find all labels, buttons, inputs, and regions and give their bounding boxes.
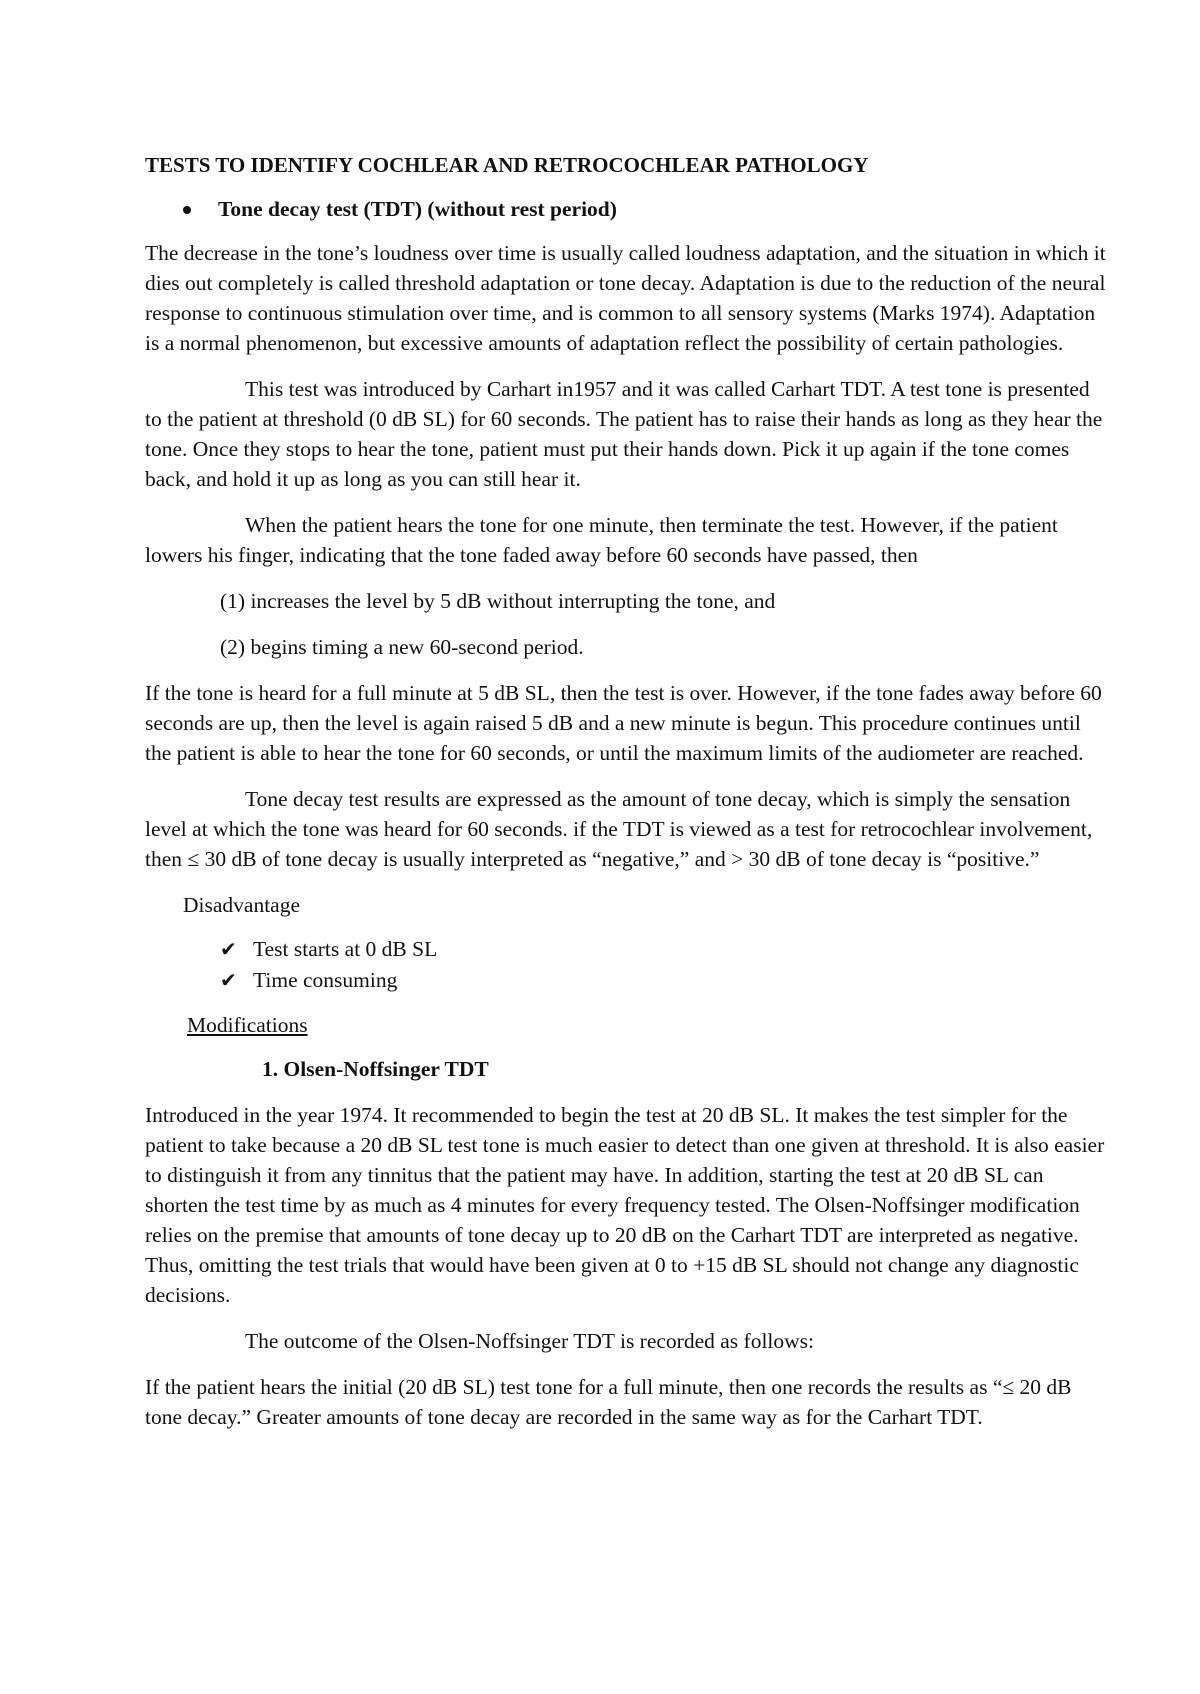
paragraph-olsen-noffsinger: Introduced in the year 1974. It recommended to begin the test at 20 dB SL. It makes the test simpler for the patient to take because a 20 dB SL test tone is much easier to detect than one given at threshold. It is also easier to distinguish it from any tinnitus that the patient may have. In addition, starting the test at 20 dB SL can shorten the test time by as much as 4 minutes for every frequency tested. The Olsen-Noffsinger modification relies on the premise that amounts of tone decay up to 20 dB on the Carhart TDT are interpreted as negative. Thus, omitting the test trials that would have been given at 0 to +15 dB SL should not change any diagnostic decisions. [145, 1103, 1105, 1307]
procedure-step-2: (2) begins timing a new 60-second period. [220, 635, 584, 659]
list-item-text: Test starts at 0 dB SL [253, 937, 438, 961]
paragraph-results: Tone decay test results are expressed as the amount of tone decay, which is simply the sensation level at which the tone was heard for 60 seconds. if the TDT is viewed as a test for retrocochlear involvement, then ≤ 30 dB of tone decay is usually interpreted as “negative,” and > 30 dB of tone decay is “positive.” [145, 787, 1093, 871]
list-item-text: Time consuming [253, 968, 398, 992]
procedure-step-1: (1) increases the level by 5 dB without interrupting the tone, and [220, 589, 776, 613]
olsen-noffsinger-heading: 1. Olsen-Noffsinger TDT [262, 1057, 489, 1081]
section-heading-tone-decay [145, 194, 1110, 224]
paragraph-continuation: If the tone is heard for a full minute at 5 dB SL, then the test is over. However, if the tone fades away before 60 seconds are up, then the level is again raised 5 dB and a new minute is begun. This procedure continues until the patient is able to hear the tone for 60 seconds, or until the maximum limits of the audiometer are reached. [145, 681, 1102, 765]
paragraph-adaptation: The decrease in the tone’s loudness over time is usually called loudness adaptation, and the situation in which it dies out completely is called threshold adaptation or tone decay. Adaptation is due to the reduction of the neural response to continuous stimulation over time, and is common to all sensory systems (Marks 1974). Adaptation is a normal phenomenon, but excessive amounts of adaptation reflect the possibility of certain pathologies. [145, 241, 1106, 355]
list-item [220, 934, 1110, 965]
paragraph-carhart-intro: This test was introduced by Carhart in1957 and it was called Carhart TDT. A test tone is presented to the patient at threshold (0 dB SL) for 60 seconds. The patient has to raise their hands as long as they hear the tone. Once they stops to hear the tone, patient must put their hands down. Pick it up again if the tone comes back, and hold it up as long as you can still hear it. [145, 377, 1103, 491]
paragraph-outcome: The outcome of the Olsen-Noffsinger TDT is recorded as follows: [245, 1329, 815, 1353]
list-item [220, 965, 1110, 996]
checkmark-icon: ✔ [220, 937, 237, 961]
paragraph-procedure: When the patient hears the tone for one minute, then terminate the test. However, if the patient lowers his finger, indicating that the tone faded away before 60 seconds have passed, then [145, 513, 1058, 567]
checkmark-icon: ✔ [220, 968, 237, 992]
paragraph-recording: If the patient hears the initial (20 dB SL) test tone for a full minute, then one records the results as “≤ 20 dB tone decay.” Greater amounts of tone decay are recorded in the same way as for the Carhart TDT. [145, 1375, 1072, 1429]
disadvantage-label: Disadvantage [183, 893, 301, 917]
bullet-icon [183, 206, 191, 214]
document-title: TESTS TO IDENTIFY COCHLEAR AND RETROCOCHLEAR PATHOLOGY [145, 153, 869, 177]
section-heading-text: Tone decay test (TDT) (without rest period) [218, 197, 617, 221]
modifications-label: Modifications [187, 1013, 308, 1037]
disadvantage-list [145, 934, 1110, 996]
